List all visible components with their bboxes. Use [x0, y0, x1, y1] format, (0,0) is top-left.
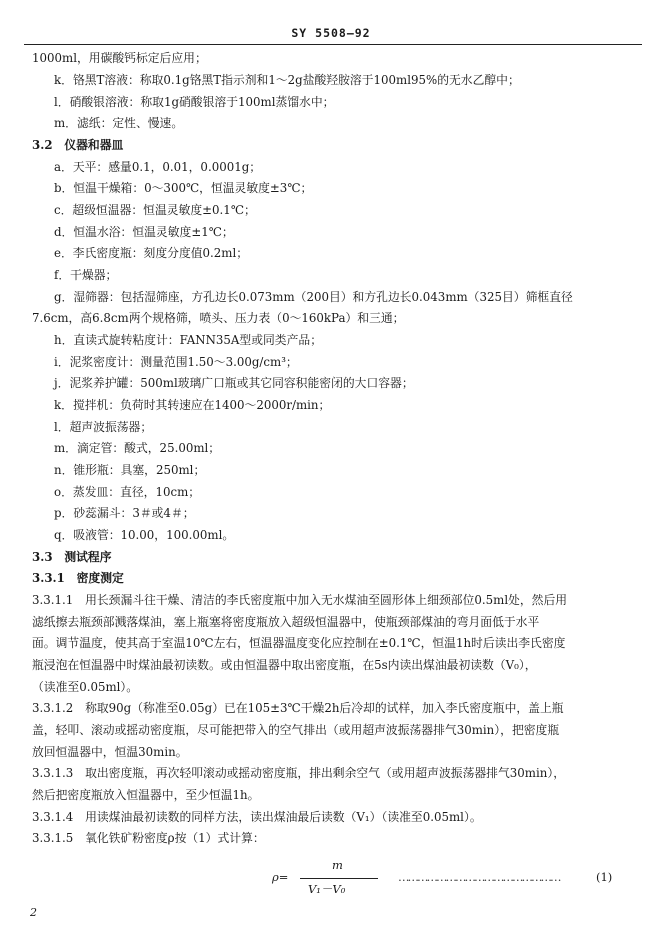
fraction-bar: [300, 878, 378, 879]
list-item: m．滴定管：酸式，25.00ml；: [54, 441, 221, 455]
list-item: q．吸液管：10.00，100.00ml。: [54, 528, 235, 542]
paragraph-line: 3.3.1.5 氧化铁矿粉密度ρ按（1）式计算：: [32, 831, 265, 845]
paragraph-line: 3.3.1.4 用读煤油最初读数的同样方法，读出煤油最后读数（V₁）（读准至0.05ml）。: [32, 810, 482, 824]
list-item: h．直读式旋转粘度计：FANN35A型或同类产品；: [54, 333, 322, 347]
list-item: a．天平：感量0.1，0.01，0.0001g；: [54, 160, 262, 174]
list-item: j．泥浆养护罐：500ml玻璃广口瓶或其它同容积能密闭的大口容器；: [54, 376, 414, 390]
list-item: l．超声波振荡器；: [54, 420, 153, 434]
paragraph-line: 3.3.1.2 称取90g（称准至0.05g）已在105±3℃干燥2h后冷却的试样，加入李氏密度瓶中，盖上瓶: [32, 701, 564, 715]
formula-numerator: m: [332, 858, 343, 872]
list-item: d．恒温水浴：恒温灵敏度±1℃；: [54, 225, 234, 239]
list-item: b．恒温干燥箱：0～300℃，恒温灵敏度±3℃；: [54, 181, 313, 195]
list-item: i．泥浆密度计：测量范围1.50～3.00g/cm³；: [54, 355, 298, 369]
paragraph-line: 然后把密度瓶放入恒温器中，至少恒温1h。: [32, 788, 260, 802]
list-item: c．超级恒温器：恒温灵敏度±0.1℃；: [54, 203, 256, 217]
paragraph-line: 瓶浸泡在恒温器中时煤油最初读数。或由恒温器中取出密度瓶，在5s内读出煤油最初读数（V₀），: [32, 658, 537, 672]
list-item: m．滤纸：定性、慢速。: [54, 116, 184, 130]
list-item: n．锥形瓶：具塞，250ml；: [54, 463, 206, 477]
list-item: k．搅拌机：负荷时其转速应在1400～2000r/min；: [54, 398, 331, 412]
subsection-heading: 3.3.1 密度测定: [32, 571, 124, 585]
page-number: 2: [30, 906, 37, 919]
paragraph-line: 放回恒温器中，恒温30min。: [32, 745, 188, 759]
paragraph-line: 面。调节温度，使其高于室温10℃左右，恒温器温度变化应控制在±0.1℃，恒温1h时后读出李氏密度: [32, 636, 566, 650]
formula-number: (1): [596, 870, 613, 884]
list-item: k．铬黑T溶液：称取0.1g铬黑T指示剂和1～2g盐酸羟胺溶于100ml95%的无水乙醇中；: [54, 73, 520, 87]
formula-leader-dots: ……………………………………………: [398, 870, 560, 884]
paragraph-line: （读准至0.05ml）。: [32, 680, 139, 694]
formula-denominator: V₁－V₀: [308, 882, 346, 896]
list-item: l．硝酸银溶液：称取1g硝酸银溶于100ml蒸馏水中；: [54, 95, 335, 109]
section-heading: 3.3 测试程序: [32, 550, 112, 564]
formula-lhs: ρ=: [272, 870, 289, 884]
header-rule: [24, 44, 642, 45]
paragraph-line: 3.3.1.3 取出密度瓶，再次轻叩滚动或摇动密度瓶，排出剩余空气（或用超声波振荡器排气30min），: [32, 766, 566, 780]
list-item: o．蒸发皿：直径，10cm；: [54, 485, 201, 499]
list-item: e．李氏密度瓶：刻度分度值0.2ml；: [54, 246, 249, 260]
text-line: 1000ml，用碳酸钙标定后应用；: [32, 51, 207, 65]
text-line: 7.6cm，高6.8cm两个规格筛，喷头、压力表（0～160kPa）和三通；: [32, 311, 405, 325]
paragraph-line: 3.3.1.1 用长颈漏斗往干燥、清洁的李氏密度瓶中加入无水煤油至圆形体上细颈部位0.5ml处，然后用: [32, 593, 568, 607]
page-header: SY 5508—92: [291, 26, 371, 40]
list-item: g．湿筛器：包括湿筛座，方孔边长0.073mm（200目）和方孔边长0.043mm（325目）筛框直径: [54, 290, 573, 304]
paragraph-line: 滤纸擦去瓶颈部溅落煤油，塞上瓶塞将密度瓶放入超级恒温器中，使瓶颈部煤油的弯月面低于水平: [32, 615, 540, 629]
list-item: f．干燥器；: [54, 268, 118, 282]
list-item: p．砂蕊漏斗：3＃或4＃；: [54, 506, 195, 520]
section-heading: 3.2 仪器和器皿: [32, 138, 124, 152]
paragraph-line: 盖，轻叩、滚动或摇动密度瓶，尽可能把带入的空气排出（或用超声波振荡器排气30min），把密度瓶: [32, 723, 560, 737]
